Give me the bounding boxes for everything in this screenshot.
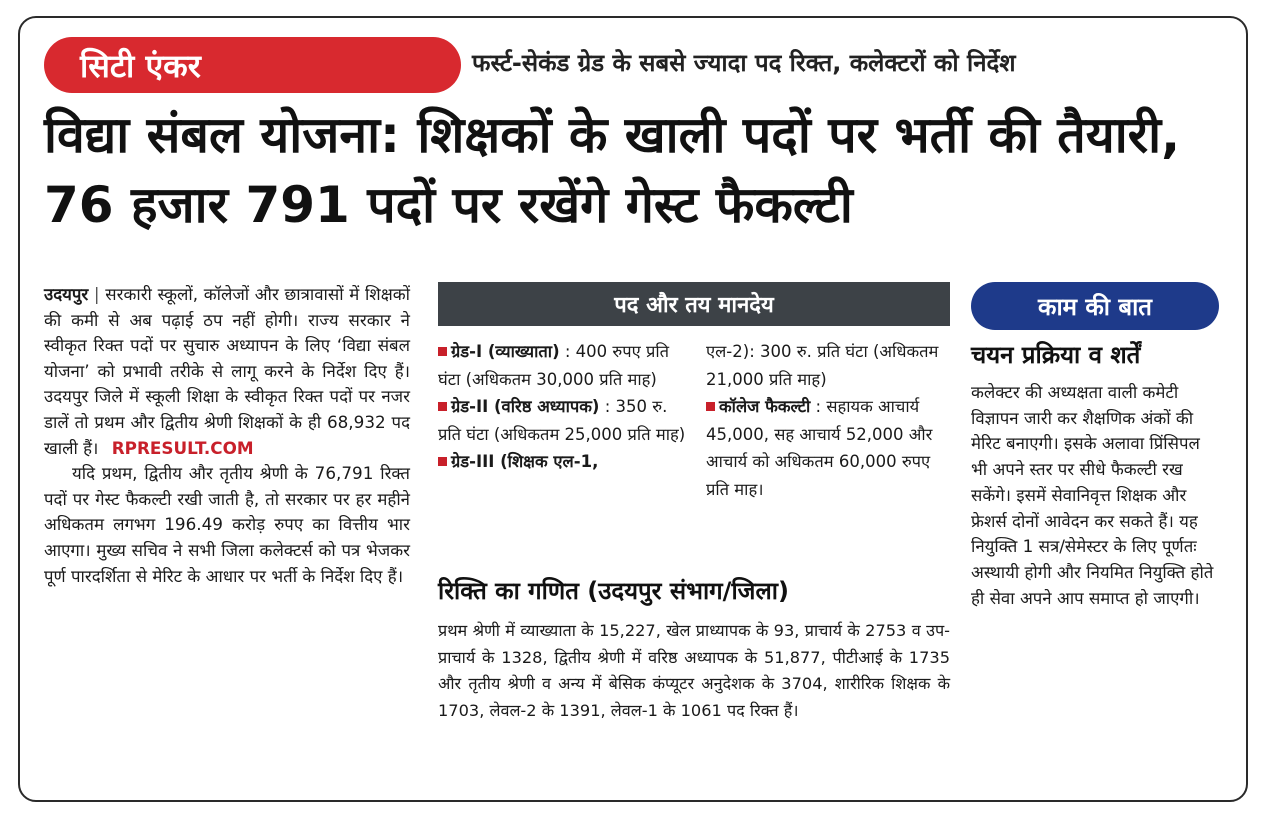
college-label: कॉलेज फैकल्टी xyxy=(719,397,811,416)
article-paragraph-1 xyxy=(44,282,410,461)
sidebar-text: कलेक्टर की अध्यक्षता वाली कमेटी विज्ञापन जारी कर शैक्षणिक अंकों की मेरिट बनाएगी। इसके अलावा प्रिंसिपल भी अपने स्तर पर सीधे फैकल्टी रख सकेंगे। इसमें सेवानिवृत्त शिक्षक और फ्रेशर्स दोनों आवेदन कर सकते हैं। यह नियुक्ति 1 सत्र/सेमेस्टर के लिए पूर्णतः अस्थायी होगी और नियमित नियुक्ति होते ही सेवा अपने आप समाप्त हो जाएगी। xyxy=(971,382,1214,608)
rates-column-right xyxy=(706,338,956,503)
headline: विद्या संबल योजना: शिक्षकों के खाली पदों पर भर्ती की तैयारी, 76 हजार 791 पदों पर रखेंगे गेस्ट फैकल्टी xyxy=(44,106,1181,234)
dateline: उदयपुर xyxy=(44,284,89,304)
paragraph-1-text: सरकारी स्कूलों, कॉलेजों और छात्रावासों में शिक्षकों की कमी से अब पढ़ाई ठप नहीं होगी। राज्य सरकार ने स्वीकृत रिक्त पदों पर सुचारु अध्यापन के लिए ‘विद्या संबल योजना’ को प्रभावी तरीके से लागू करने के निर्देश दिए हैं। उदयपुर जिले में स्कूली शिक्षा के स्वीकृत रिक्त पदों पर नजर डालें तो प्रथम और द्वितीय श्रेणी शिक्षकों के ही 68,932 पद खाली हैं। xyxy=(44,284,410,458)
watermark: RPRESULT.COM xyxy=(111,437,254,458)
rates-column-left xyxy=(438,338,690,476)
vacancy-text: प्रथम श्रेणी में व्याख्याता के 15,227, खेल प्राध्यापक के 93, प्राचार्य के 2753 व उप-प्राचार्य के 1328, द्वितीय श्रेणी में वरिष्ठ अध्यापक के 51,877, पीटीआई के 1735 और तृतीय श्रेणी व अन्य में बेसिक कंप्यूटर अनुदेशक के 3704, शारीरिक शिक्षक के 1703, लेवल-2 के 1391, लेवल-1 के 1061 पद रिक्त हैं। xyxy=(438,621,950,720)
grade-2-label: ग्रेड-II (वरिष्ठ अध्यापक) xyxy=(451,397,600,416)
vacancy-heading: रिक्ति का गणित (उदयपुर संभाग/जिला) xyxy=(438,577,789,605)
bullet-square-icon xyxy=(438,402,447,411)
section-tag-label: सिटी एंकर xyxy=(80,46,201,85)
section-tag xyxy=(44,37,461,93)
grade-1-label: ग्रेड-I (व्याख्याता) xyxy=(451,342,560,361)
rates-title: पद और तय मानदेय xyxy=(614,293,774,318)
article-paragraph-2: यदि प्रथम, द्वितीय और तृतीय श्रेणी के 76,791 रिक्त पदों पर गेस्ट फैकल्टी रखी जाती है, तो सरकार पर हर महीने अधिकतम लगभग 196.49 करोड़ रुपए का वित्तीय भार आएगा। मुख्य सचिव ने सभी जिला कलेक्टर्स को पत्र भेजकर पूर्ण पारदर्शिता से मेरिट के आधार पर भर्ती के निर्देश दिए हैं। xyxy=(44,463,410,586)
bullet-square-icon xyxy=(438,347,447,356)
sidebar-heading: चयन प्रक्रिया व शर्तें xyxy=(971,341,1141,369)
grade-3-label: ग्रेड-III (शिक्षक एल-1, xyxy=(451,452,599,471)
rate-grade-2 xyxy=(438,393,690,448)
bullet-square-icon xyxy=(438,457,447,466)
grade-1-text: : 400 रुपए प्रति घंटा (अधिकतम 30,000 प्रति माह) xyxy=(438,342,670,389)
grade-2-text: : 350 रु. प्रति घंटा (अधिकतम 25,000 प्रति माह) xyxy=(438,397,686,444)
kicker: फर्स्ट-सेकंड ग्रेड के सबसे ज्यादा पद रिक्त, कलेक्टरों को निर्देश xyxy=(472,49,1016,77)
sidebar-tag-label: काम की बात xyxy=(1038,292,1152,321)
rate-grade-3 xyxy=(438,448,690,476)
college-text: : सहायक आचार्य 45,000, सह आचार्य 52,000 और आचार्य को अधिकतम 60,000 रुपए प्रति माह। xyxy=(706,397,933,499)
rates-header xyxy=(438,282,950,326)
grade-3-continued: एल-2): 300 रु. प्रति घंटा (अधिकतम 21,000 प्रति माह) xyxy=(706,342,939,389)
rate-college xyxy=(706,393,956,503)
rate-grade-1 xyxy=(438,338,690,393)
sidebar-tag xyxy=(971,282,1219,330)
article-body xyxy=(44,282,410,589)
dateline-separator: | xyxy=(93,284,100,304)
bullet-square-icon xyxy=(706,402,715,411)
